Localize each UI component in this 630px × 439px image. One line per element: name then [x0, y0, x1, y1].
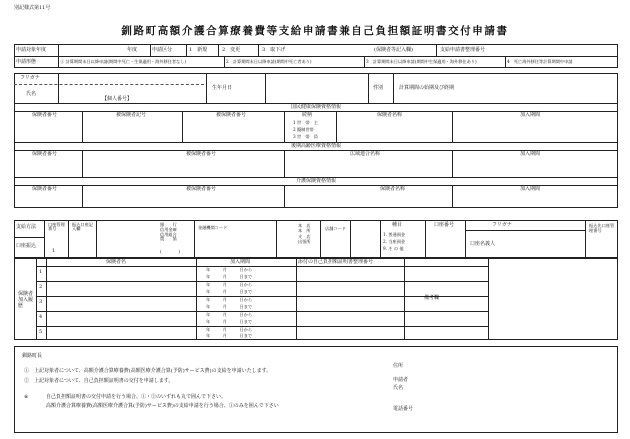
transfer-option[interactable]: 口座振込 [16, 243, 37, 249]
account-entry-label: 振込口座記入欄 [72, 222, 93, 232]
branch-code-label: 店舗コード [325, 226, 346, 231]
insurer-note: (保険者等記入欄) [374, 47, 413, 53]
payment-method-label: 支給方法 [16, 224, 37, 230]
personal-number-label: 【個人番号】 [102, 96, 133, 102]
account-number-input[interactable] [427, 232, 463, 256]
bank-code-label: 金融機関コード [198, 225, 228, 230]
account-holder-label: 口座名義人 [470, 241, 496, 247]
relation-member[interactable]: 3 世 帯 員 [293, 134, 318, 139]
page-title: 釧路町高額介護合算療養費等支給申請書兼自己負担額証明書交付申請書 [121, 25, 509, 37]
applicant-phone-label: 電話番号 [393, 406, 414, 412]
note-line-2: 高額介護合算療養費(高額医療介護合算(予防)サービス費)の支給申請を行う場合、①のみを囲んで下さい [46, 403, 279, 409]
account-number-label: 口座番号 [434, 222, 455, 228]
history-row-no: 4 [39, 314, 43, 320]
kokuho-header: 国民健康保険資格情報 [290, 104, 341, 110]
history-period-from: 年 月 日から [206, 267, 253, 272]
applicant-label: 申請者 [393, 377, 409, 383]
type-current[interactable]: 2. 当座預金 [383, 239, 406, 244]
history-period-to: 年 月 日まで [206, 304, 253, 309]
form-type-2[interactable]: 2 計算期間末日以降申請(期間中死亡者あり) [226, 59, 312, 64]
dest-mgmt-label: 振込先口座管理番号 [589, 223, 615, 234]
kokuho-col-number: 被保険者番号 [216, 112, 247, 118]
history-row-no: 2 [39, 284, 43, 290]
kokuho-col-period: 加入期間 [520, 112, 541, 118]
account-type-label: 種目 [392, 222, 403, 228]
form-type-label: 申請形態 [16, 59, 37, 65]
declaration-item-1[interactable]: ① 上記対象者について、高額介護合算療養費(高額医療介護合算(予防)サービス費)の支給を申請いたします。 [24, 368, 272, 374]
applicant-address-label: 住所 [393, 363, 404, 369]
koki-col-number: 被保険者番号 [186, 151, 217, 157]
declaration-block [14, 346, 618, 433]
kokuho-col-insurer-no: 保険者番号 [32, 112, 58, 118]
history-period-from: 年 月 日から [206, 312, 253, 317]
kaigo-col-period: 加入期間 [520, 186, 541, 192]
bank-type-label: 銀 行 信用金庫 信用組合 農 協 [160, 222, 177, 242]
account-mgmt-no-label: 口座管理番号 [48, 222, 65, 232]
option-withdraw[interactable]: 3 取下げ [262, 47, 286, 53]
history-period-to: 年 月 日まで [206, 333, 253, 338]
holder-furigana-label: フリガナ [492, 222, 512, 228]
calc-period-label: 計算期間の始期及び終期 [399, 85, 455, 91]
kaigo-col-insurer-no: 保険者番号 [32, 186, 58, 192]
history-period-to: 年 月 日まで [206, 289, 253, 294]
history-col-period: 加入期間 [230, 259, 251, 265]
history-block [14, 258, 618, 340]
form-type-1[interactable]: ① 計算期間末日以降申請(期間中死亡・生保適用・海外移住者なし) [60, 59, 187, 64]
birth-date-label: 生年月日 [212, 85, 233, 91]
relation-deemed[interactable]: 2 擬制世帯 [293, 127, 314, 132]
history-period-to: 年 月 日まで [206, 274, 253, 279]
koki-col-period: 加入期間 [520, 151, 541, 157]
kokuho-col-relation: 続柄 [302, 112, 313, 118]
koki-header: 後期高齢医療資格情報 [290, 143, 341, 149]
remarks-label: 備考欄 [424, 295, 440, 301]
koki-col-insurer-no: 保険者番号 [32, 151, 58, 157]
applicant-name-label: 氏名 [26, 91, 37, 97]
mgmt-number-label: 支給申請書整理番号 [440, 47, 486, 53]
kaigo-col-insurer-name: 保険者名称 [380, 186, 406, 192]
account-mgmt-no-value: 1 [52, 248, 56, 254]
sex-label: 性別 [373, 85, 384, 91]
relation-householder[interactable]: 1 世 帯 主 [293, 120, 318, 125]
history-side-label: 保険者加入履歴 [18, 291, 34, 309]
history-period-from: 年 月 日から [206, 297, 253, 302]
history-row-no: 3 [39, 299, 43, 305]
category-label: 申請区分 [152, 47, 173, 53]
kokuho-col-symbol: 被保険者記号 [116, 112, 147, 118]
history-col-cert-no: 添付の自己負担額証明書整理番号 [298, 259, 374, 265]
history-period-from: 年 月 日から [206, 282, 253, 287]
bank-type-other: ( ) [160, 249, 181, 254]
kaigo-col-number: 被保険者番号 [186, 186, 217, 192]
form-type-4[interactable]: 4 死亡海外移住等計算期間中申請 [507, 59, 573, 64]
option-change[interactable]: 2 変更 [222, 47, 241, 53]
history-period-to: 年 月 日まで [206, 319, 253, 324]
applicant-furigana-label: フリガナ [20, 75, 40, 81]
type-other[interactable]: 9. そ の 他 [383, 246, 404, 251]
declaration-item-2[interactable]: ② 上記対象者について、自己負担額証明書の交付を申請します。 [24, 378, 174, 384]
target-year-suffix: 年度 [127, 47, 138, 53]
option-new[interactable]: 1 新規 [189, 47, 208, 53]
history-row-no: 5 [39, 329, 43, 335]
kokuho-col-insurer-name: 保険者名称 [377, 112, 403, 118]
form-number: 別記様式第11号 [14, 5, 51, 11]
form-type-3[interactable]: 3 計算期間末日以降申請(期間中生保適用・海外移住あり) [366, 59, 477, 64]
note-line-1: 自己負担額証明書の交付申請を行う場合、①・②のいずれも丸で囲んで下さい。 [46, 394, 227, 400]
kaigo-header: 介護保険資格情報 [295, 178, 336, 184]
addressee: 釧路町長 [22, 353, 43, 359]
type-ordinary[interactable]: 1. 普通預金 [383, 232, 406, 237]
history-period-from: 年 月 日から [206, 327, 253, 332]
target-year-label: 申請対象年度 [16, 47, 47, 53]
note-mark: ※ [24, 394, 29, 400]
history-col-insurer: 保険者名 [106, 259, 127, 265]
branch-type-label: 本 店 本 所 支 店 出張所 [298, 223, 311, 244]
payment-block [14, 220, 618, 258]
history-row-no: 1 [39, 269, 43, 275]
applicant-sign-name-label: 氏名 [393, 385, 404, 391]
koki-col-union: 広域連合名称 [350, 151, 381, 157]
